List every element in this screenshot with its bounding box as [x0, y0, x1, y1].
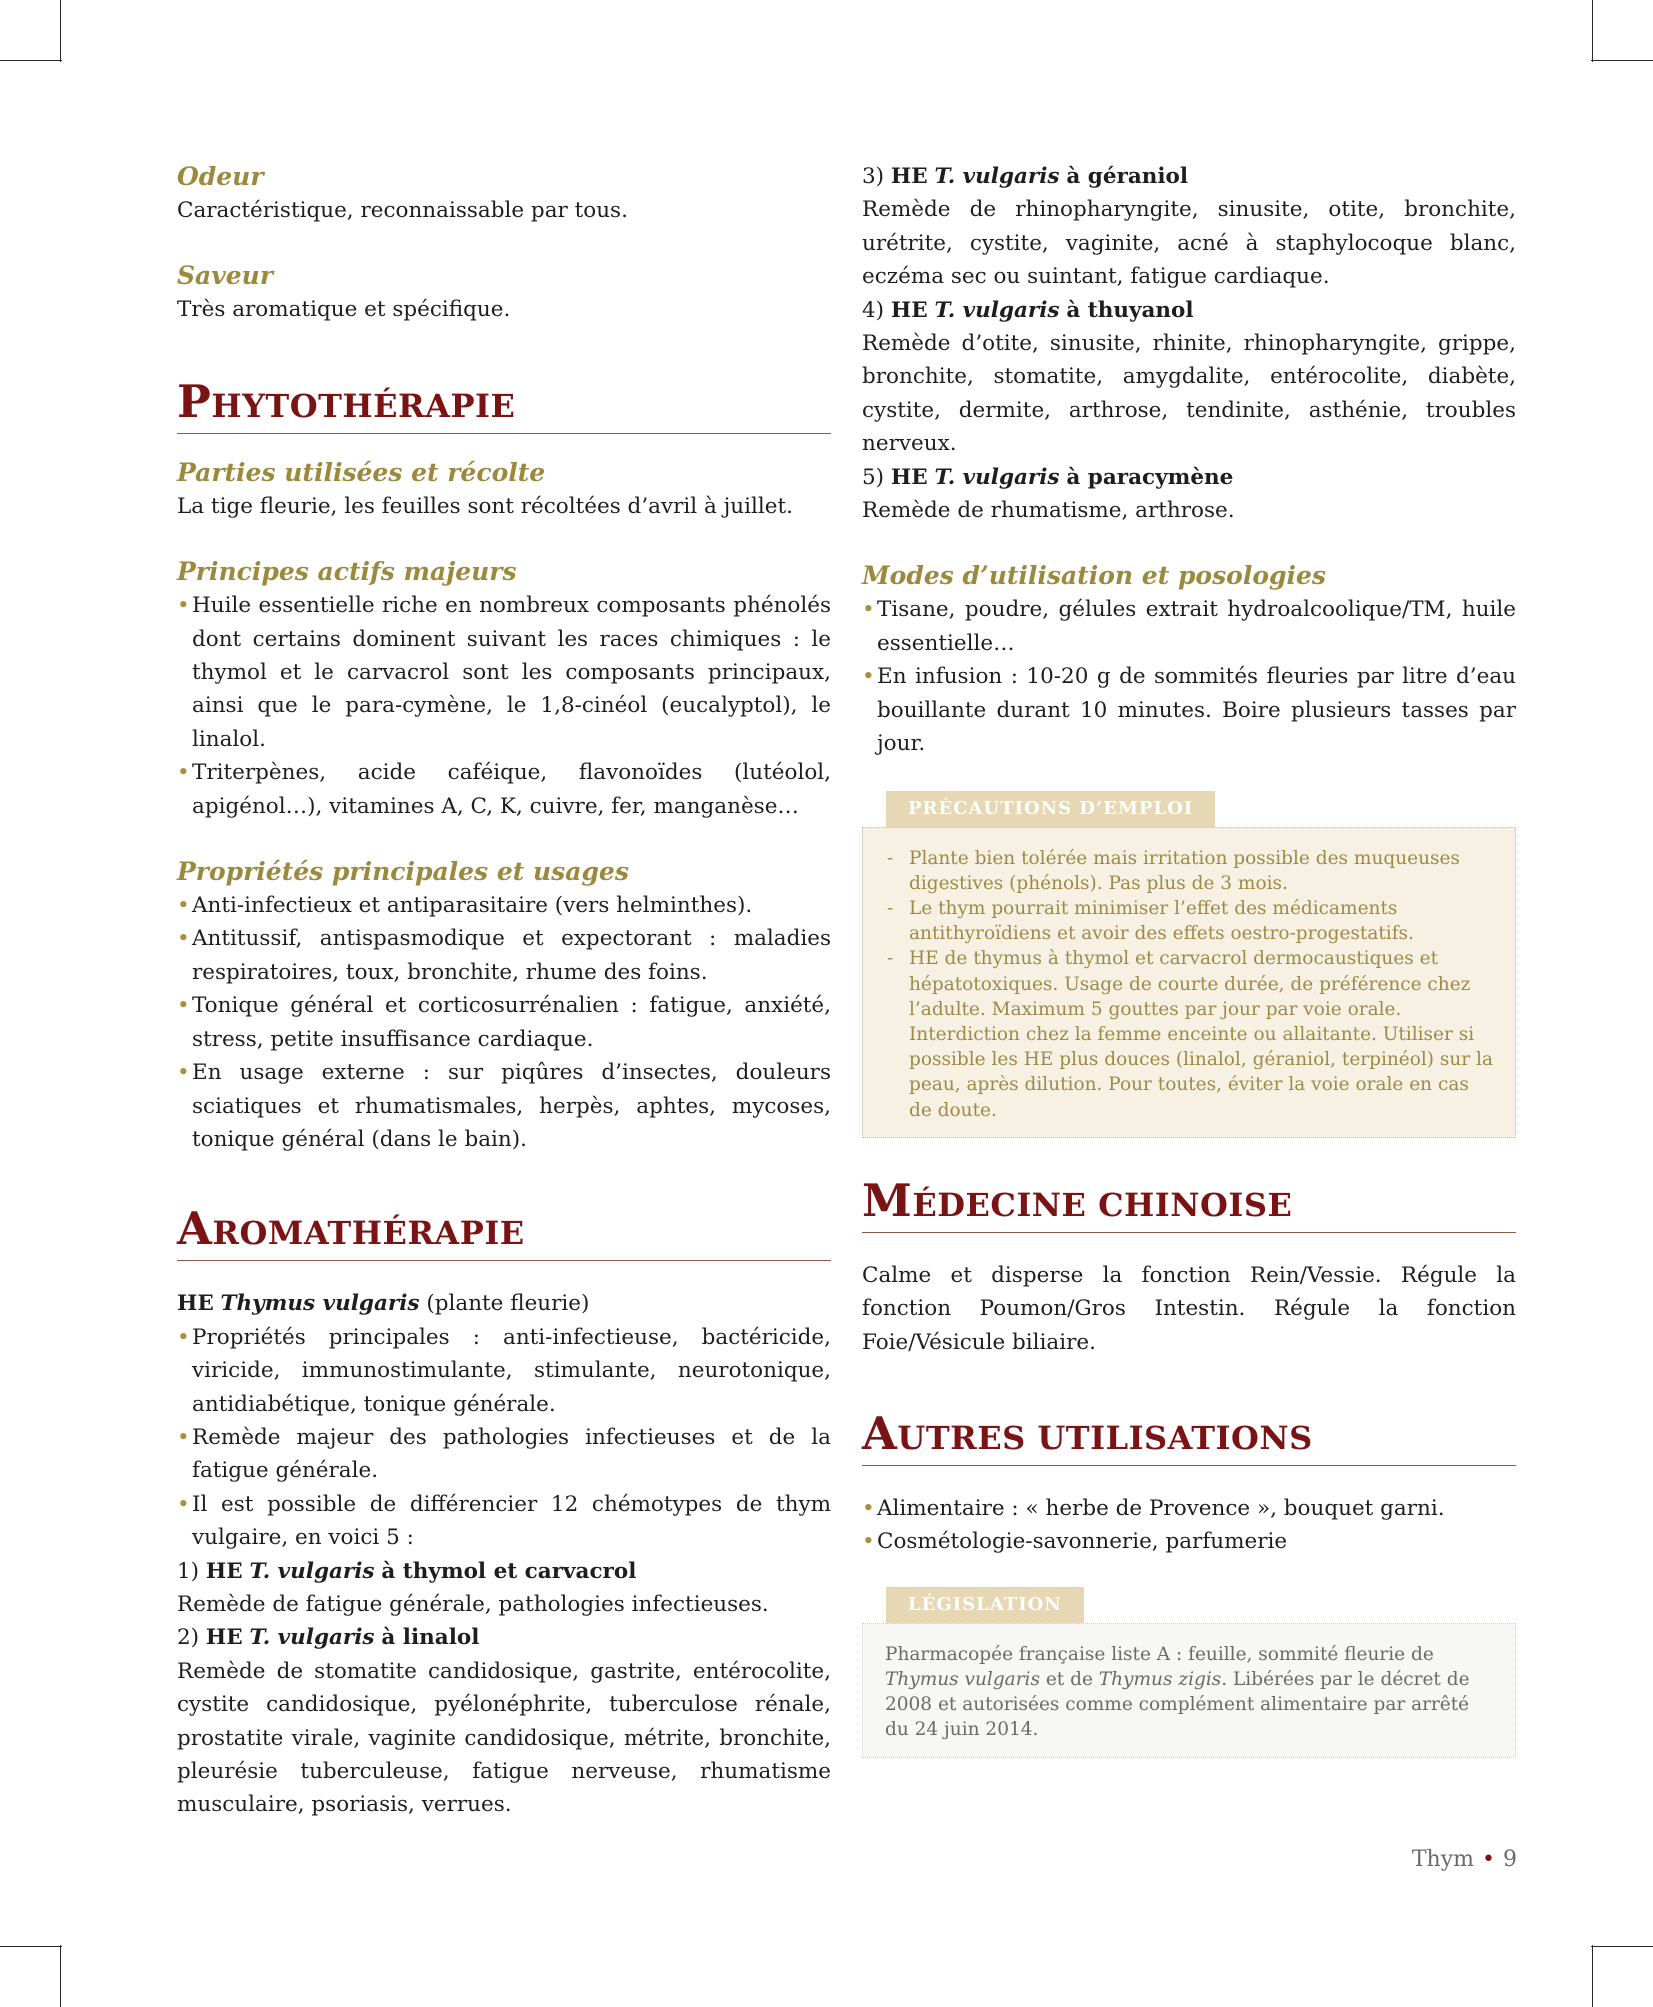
subhead-modes: Modes d’utilisation et posologies: [862, 561, 1326, 591]
section-rest: UTRES UTILISATIONS: [897, 1418, 1313, 1457]
crop-mark: [1592, 0, 1593, 62]
principes-list: [177, 589, 831, 823]
chemotype-number: 3): [862, 164, 885, 189]
chemotype-number: 5): [862, 464, 885, 490]
list-item: • Propriétés principales : anti-infectieuse, bactéricide, viricide, immunostimulante, stimulante, neurotonique, antidiabétique, tonique générale.: [177, 1321, 831, 1421]
chemotype-name: à géraniol: [1066, 164, 1189, 189]
section-medecine-chinoise: [862, 1173, 1516, 1233]
crop-mark: [60, 0, 61, 62]
running-title: Thym: [1411, 1847, 1475, 1872]
he-suffix: (plante fleurie): [426, 1291, 590, 1317]
list-item: • Tonique général et corticosurrénalien : fatigue, anxiété, stress, petite insuffisance cardiaque.: [177, 989, 831, 1056]
chemotype-number: 1): [177, 1558, 200, 1584]
legislation-text: [885, 1642, 1493, 1743]
left-column: [177, 160, 831, 1822]
chemotype-5-heading: [862, 461, 1516, 494]
subhead-saveur: Saveur: [177, 261, 274, 291]
he-species: T. vulgaris: [934, 464, 1060, 490]
he-label: HE: [205, 1558, 243, 1584]
section-initial: M: [862, 1173, 913, 1227]
he-species: T. vulgaris: [249, 1558, 375, 1584]
section-rest: HYTOTHÉRAPIE: [211, 386, 516, 425]
chemotype-name: à paracymène: [1066, 464, 1234, 490]
section-initial: A: [177, 1202, 213, 1256]
chemotype-5-text: Remède de rhumatisme, arthrose.: [862, 498, 1235, 524]
chinoise-text: Calme et disperse la fonction Rein/Vessie. Régule la fonction Poumon/Gros Intestin. Régule la fonction Foie/Vésicule biliaire.: [862, 1262, 1516, 1355]
species-name: Thymus vulgaris: [885, 1668, 1040, 1690]
chemotype-2-heading: [177, 1621, 831, 1654]
chemotype-3-heading: [862, 160, 1516, 193]
chemotype-1-text: Remède de fatigue générale, pathologies infectieuses.: [177, 1591, 769, 1617]
chemotype-name: à linalol: [381, 1625, 480, 1651]
crop-mark: [60, 1945, 61, 2007]
precautions-content: [862, 827, 1516, 1138]
legislation-box: [862, 1587, 1516, 1758]
species-name: Thymus zigis: [1098, 1668, 1222, 1690]
autres-list: [862, 1492, 1516, 1559]
subhead-odeur: Odeur: [177, 162, 264, 191]
chemotype-number: 4): [862, 297, 885, 323]
crop-mark: [0, 60, 62, 61]
legislation-label: LÉGISLATION: [886, 1587, 1084, 1623]
list-item: • Cosmétologie-savonnerie, parfumerie: [862, 1525, 1516, 1558]
chemotype-1-heading: [177, 1555, 831, 1588]
crop-mark: [1592, 1945, 1593, 2007]
list-item: • Tisane, poudre, gélules extrait hydroalcoolique/TM, huile essentielle…: [862, 593, 1516, 660]
he-label: HE: [177, 1291, 214, 1317]
modes-list: [862, 593, 1516, 760]
chemotype-4-heading: [862, 294, 1516, 327]
bullet-separator: •: [1482, 1847, 1495, 1872]
legislation-content: [862, 1623, 1516, 1758]
he-label: HE: [205, 1625, 243, 1651]
he-species: T. vulgaris: [934, 297, 1060, 323]
aroma-list: [177, 1321, 831, 1555]
list-item: • Alimentaire : « herbe de Provence », bouquet garni.: [862, 1492, 1516, 1525]
right-column: [862, 160, 1516, 1758]
he-species: T. vulgaris: [249, 1625, 375, 1651]
saveur-text: Très aromatique et spécifique.: [177, 297, 511, 323]
subhead-principes: Principes actifs majeurs: [177, 557, 517, 587]
section-rest: ÉDECINE CHINOISE: [912, 1185, 1293, 1224]
section-initial: A: [862, 1406, 898, 1460]
parties-text: La tige fleurie, les feuilles sont récoltées d’avril à juillet.: [177, 493, 793, 519]
page-footer: [1412, 1847, 1517, 1872]
list-item: • Antitussif, antispasmodique et expectorant : maladies respiratoires, toux, bronchite, rhume des foins.: [177, 922, 831, 989]
list-item: • Il est possible de différencier 12 chémotypes de thym vulgaire, en voici 5 :: [177, 1488, 831, 1555]
page-number: 9: [1503, 1847, 1517, 1872]
list-item: • Huile essentielle riche en nombreux composants phénolés dont certains dominent suivant les races chimiques : le thymol et le carvacrol sont les composants principaux, ainsi que le para-cymène, le 1,8-cinéol (eucalyptol), le linalol.: [177, 589, 831, 756]
he-species: T. vulgaris: [934, 164, 1060, 189]
chemotype-name: à thymol et carvacrol: [381, 1558, 637, 1584]
chemotype-3-text: Remède de rhinopharyngite, sinusite, otite, bronchite, urétrite, cystite, vaginite, acné à staphylocoque blanc, eczéma sec ou suintant, fatigue cardiaque.: [862, 197, 1516, 290]
list-item: • Anti-infectieux et antiparasitaire (vers helminthes).: [177, 889, 831, 922]
subhead-proprietes: Propriétés principales et usages: [177, 857, 629, 887]
he-heading: [177, 1287, 831, 1320]
legislation-part: Pharmacopée française liste A : feuille, sommité fleurie de: [885, 1643, 1434, 1665]
list-item: - Plante bien tolérée mais irritation possible des muqueuses digestives (phénols). Pas plus de 3 mois.: [885, 846, 1493, 896]
he-label: HE: [890, 464, 928, 490]
list-item: • Remède majeur des pathologies infectieuses et de la fatigue générale.: [177, 1421, 831, 1488]
crop-mark: [1591, 1946, 1653, 1947]
he-label: HE: [890, 297, 928, 323]
section-initial: P: [177, 374, 212, 428]
odeur-text: Caractéristique, reconnaissable par tous.: [177, 198, 628, 223]
legislation-part: et de: [1045, 1668, 1093, 1690]
section-aromatherapie: [177, 1202, 831, 1261]
crop-mark: [0, 1946, 62, 1947]
precautions-box: [862, 791, 1516, 1138]
crop-mark: [1591, 60, 1653, 61]
legislation-part: . Libérées par le décret de 2008 et autorisées comme complément alimentaire par arrêté du 24 juin 2014.: [885, 1668, 1470, 1741]
section-autres-utilisations: [862, 1406, 1516, 1466]
list-item: • En usage externe : sur piqûres d’insectes, douleurs sciatiques et rhumatismales, herpès, aphtes, mycoses, tonique général (dans le bain).: [177, 1056, 831, 1156]
chemotype-name: à thuyanol: [1066, 297, 1194, 323]
list-item: - HE de thymus à thymol et carvacrol dermocaustiques et hépatotoxiques. Usage de courte durée, de préférence chez l’adulte. Maximum 5 gouttes par jour par voie orale. Interdiction chez la femme enceinte ou allaitante. Utiliser si possible les HE plus douces (linalol, géraniol, terpinéol) sur la peau, après dilution. Pour toutes, éviter la voie orale en cas de doute.: [885, 946, 1493, 1122]
precautions-label: PRÉCAUTIONS D’EMPLOI: [886, 791, 1215, 827]
list-item: • Triterpènes, acide caféique, flavonoïdes (lutéolol, apigénol…), vitamines A, C, K, cuivre, fer, manganèse…: [177, 756, 831, 823]
list-item: - Le thym pourrait minimiser l’effet des médicaments antithyroïdiens et avoir des effets oestro-progestatifs.: [885, 896, 1493, 946]
proprietes-list: [177, 889, 831, 1156]
he-species: Thymus vulgaris: [220, 1291, 420, 1317]
subhead-parties: Parties utilisées et récolte: [177, 457, 546, 487]
chemotype-number: 2): [177, 1625, 200, 1651]
chemotype-2-text: Remède de stomatite candidosique, gastrite, entérocolite, cystite candidosique, pyélonéphrite, tuberculose rénale, prostatite virale, vaginite candidosique, métrite, bronchite, pleurésie tuberculeuse, fatigue nerveuse, rhumatisme musculaire, psoriasis, verrues.: [177, 1658, 831, 1818]
chemotype-4-text: Remède d’otite, sinusite, rhinite, rhinopharyngite, grippe, bronchite, stomatite, amygdalite, entérocolite, diabète, cystite, dermite, arthrose, tendinite, asthénie, troubles nerveux.: [862, 331, 1516, 457]
he-label: HE: [890, 164, 928, 189]
section-rest: ROMATHÉRAPIE: [212, 1214, 525, 1253]
section-phytotherapie: [177, 374, 831, 434]
precautions-list: [885, 846, 1493, 1123]
list-item: • En infusion : 10-20 g de sommités fleuries par litre d’eau bouillante durant 10 minutes. Boire plusieurs tasses par jour.: [862, 660, 1516, 760]
